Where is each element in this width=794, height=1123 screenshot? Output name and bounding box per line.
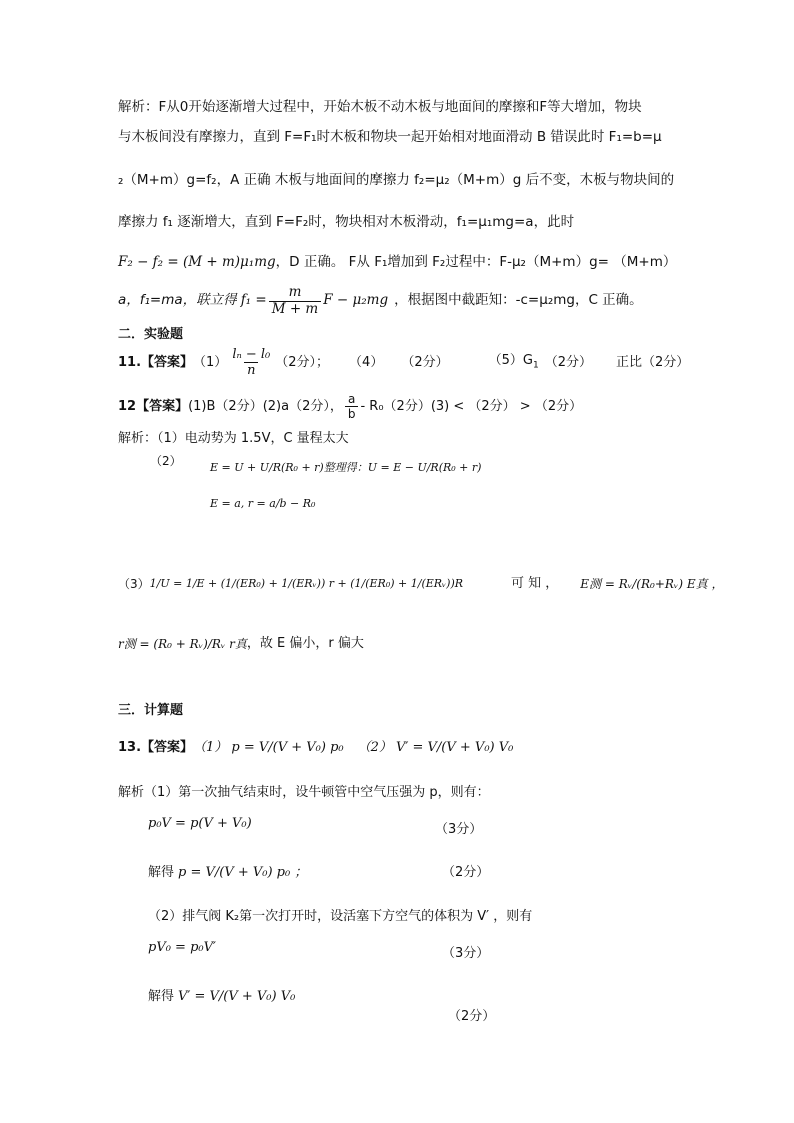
analysis-line-5-text: ，D 正确。 F从 F₁增加到 F₂过程中：F-μ₂（M+m）g= （M+m） <box>275 254 677 270</box>
q12-r-row <box>118 637 364 650</box>
analysis-line-1: 解析：F从0开始逐渐增大过程中，开始木板不动木板与地面间的摩擦和F等大增加，物块 <box>118 99 642 115</box>
equation-f1-right: F − μ₂mg <box>323 292 389 309</box>
q12-fraction-a-over-b <box>345 393 359 420</box>
fraction-m-over-Mm <box>269 286 322 316</box>
q13-explanation: 解析（1）第一次抽气结束时，设牛顿管中空气压强为 p，则有： <box>118 785 490 800</box>
q11-part4: （4） <box>349 355 384 370</box>
q12-part3-row <box>118 577 723 590</box>
q11-answer-row <box>118 348 689 377</box>
q11-part1-score: （2分）； <box>275 355 330 370</box>
q13-solve-2-label: 解得 <box>148 989 175 1004</box>
q11-fraction-numerator: lₙ − l₀ <box>232 347 271 362</box>
q13-solve-1-row <box>148 866 307 879</box>
q12-explanation-1: 解析：（1）电动势为 1.5V，C 量程太大 <box>118 431 349 446</box>
q11-part5-score: （2分） <box>544 355 592 370</box>
fraction-denominator: M + m <box>269 301 322 317</box>
q12-answer-part2: - R₀（2分）(3) < （2分） > （2分） <box>360 399 583 414</box>
q12-fraction-denominator: b <box>345 406 359 420</box>
q11-part4-score: （2分） <box>401 355 449 370</box>
q13-label: 13.【答案】 <box>118 740 194 755</box>
equation-f1-left: f₁ = <box>240 292 267 309</box>
q13-equation-1: p₀V = p(V + V₀) <box>148 816 252 831</box>
analysis-line-2: 与木板间没有摩擦力，直到 F=F₁时木板和物块一起开始相对地面滑动 B 错误此时 F₁=b=μ <box>118 129 662 145</box>
analysis-line-5 <box>118 256 676 270</box>
q11-label: 11.【答案】 <box>118 355 194 370</box>
q12-answer-row <box>118 393 582 420</box>
analysis-line-3: ₂（M+m）g=f₂，A 正确 木板与地面间的摩擦力 f₂=μ₂（M+m）g 后不变，木板与物块间的 <box>118 172 675 188</box>
q12-part3-label: （3） <box>118 576 150 591</box>
q12-answer-part1: (1)B（2分）(2)a（2分）， <box>188 399 343 414</box>
q13-equation-2: pV₀ = p₀V′ <box>148 940 216 955</box>
q12-equation-2: E = a, r = a/b − R₀ <box>210 497 316 510</box>
q11-part5-answer: 正比（2分） <box>615 355 690 370</box>
q13-score-4: （2分） <box>448 1009 496 1024</box>
q13-solve-1-equation: p = V/(V + V₀) p₀ ； <box>178 865 308 880</box>
q13-solve-2-row <box>148 990 295 1003</box>
analysis-line-4: 摩擦力 f₁ 逐渐增大，直到 F=F₂时，物块相对木板滑动，f₁=μ₁mg=a，此时 <box>118 214 575 230</box>
q11-fraction-denominator: n <box>244 362 258 377</box>
analysis-line-6-text: ，根据图中截距知：-c=μ₂mg，C 正确。 <box>394 292 643 309</box>
q13-answer-2: （2） V′ = V/(V + V₀) V₀ <box>357 740 514 755</box>
q13-score-3: （3分） <box>442 946 490 961</box>
q13-solve-1-label: 解得 <box>148 865 175 880</box>
q13-part2: （2）排气阀 K₂第一次打开时，设活塞下方空气的体积为 V′ ，则有 <box>148 909 533 924</box>
equation-f2: F₂ − f₂ = (M + m)μ₁mg <box>118 254 276 270</box>
q13-solve-2-equation: V′ = V/(V + V₀) V₀ <box>178 989 296 1004</box>
q13-answer-row <box>118 741 513 754</box>
q13-score-2: （2分） <box>442 865 490 880</box>
q12-equation-1: E = U + U/R(R₀ + r)整理得：U = E − U/R(R₀ + r) <box>210 461 482 474</box>
q11-fraction <box>229 348 273 377</box>
fraction-numerator: m <box>288 284 302 300</box>
q12-conclusion: ，故 E 偏小，r 偏大 <box>246 636 364 651</box>
q12-e-relation: E测 = Rᵥ/(R₀+Rᵥ) E真 ， <box>580 576 724 591</box>
q12-part3-equation: 1/U = 1/E + (1/(ER₀) + 1/(ERᵥ)) r + (1/(ER₀) + 1/(ERᵥ))R <box>149 577 464 590</box>
section-heading-experiment: 二．实验题 <box>118 327 184 342</box>
q11-part1: （1） <box>193 355 228 370</box>
q12-fraction-numerator: a <box>347 392 356 406</box>
analysis-line-6 <box>118 286 643 316</box>
q12-kezhi: 可 知 ， <box>511 576 559 591</box>
q13-score-1: （3分） <box>435 822 483 837</box>
q12-r-relation: r测 = (R₀ + Rᵥ)/Rᵥ r真 <box>118 636 247 651</box>
section-heading-calculation: 三．计算题 <box>118 703 184 718</box>
q13-answer-1: （1） p = V/(V + V₀) p₀ <box>193 740 344 755</box>
analysis-line-6-prefix: a，f₁=ma，联立得 <box>118 292 237 309</box>
q12-label: 12【答案】 <box>118 399 189 414</box>
q12-explanation-2-label: （2） <box>150 454 182 468</box>
q11-part5: $(5)G_1$ <box>488 353 539 371</box>
